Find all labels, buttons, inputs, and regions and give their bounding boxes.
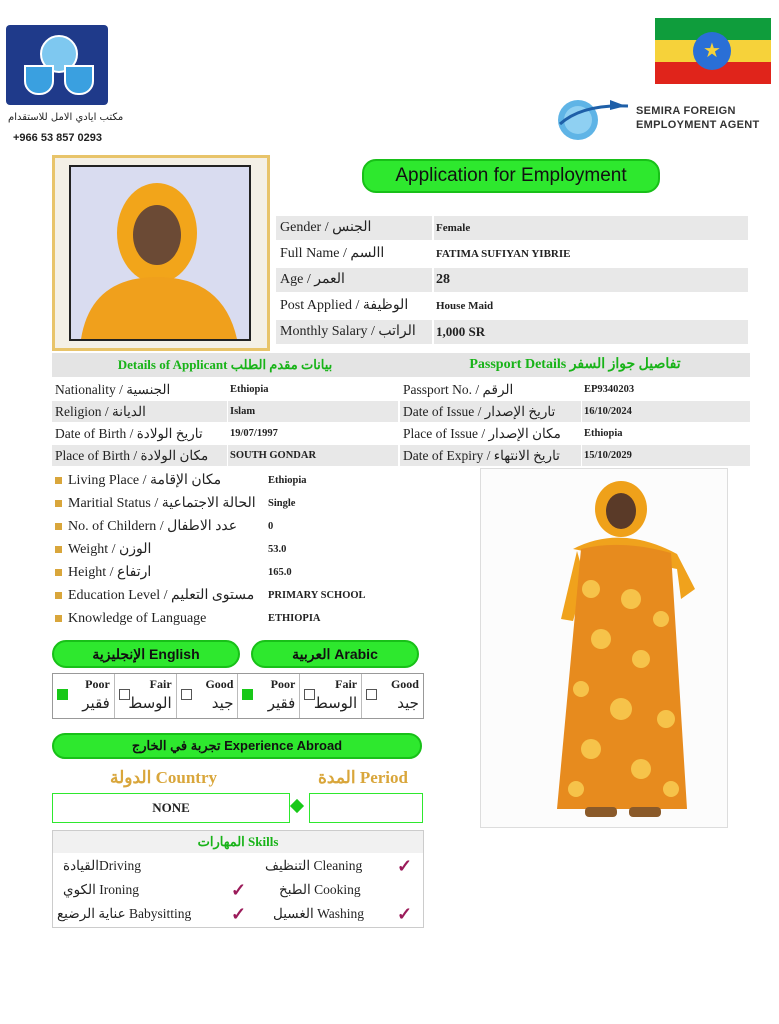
list-item [52,538,422,561]
washing-check-icon: ✓ [397,904,413,924]
period-label: المدة Period [318,768,408,787]
period-field[interactable] [309,793,423,823]
office-phone: +966 53 857 0293 [13,132,103,144]
bullet-icon [55,546,62,553]
personal-label: Height / ارتفاع [68,565,152,580]
rating-checkbox[interactable] [242,689,253,700]
country-field[interactable]: NONE [52,793,290,823]
passport-label: Passport No. / الرقم [403,382,514,397]
summary-row [276,216,750,242]
language-rating-grid [52,673,424,719]
applicant-details-header: Details of Applicant بيانات مقدم الطلب [117,357,333,372]
applicant-label: Religion / الديانة [52,401,227,422]
personal-value: 165.0 [268,567,292,578]
list-item [52,515,422,538]
airplane-globe-icon [552,94,632,142]
agency-name-line: SEMIRA FOREIGN [636,105,736,117]
star-emblem-icon: ★ [693,32,731,70]
applicant-label: Date of Birth / تاريخ الولادة [55,426,203,441]
summary-row [276,294,750,320]
bullet-icon [55,477,62,484]
skills-panel [52,830,424,928]
skill-driving: القيادةDriving [63,858,141,873]
passport-label: Place of Issue / مكان الإصدار [403,426,561,441]
rating-checkbox[interactable] [57,689,68,700]
skill-cooking: الطبخ Cooking [279,882,361,897]
experience-header: تجربة في الخارج Experience Abroad [52,733,422,759]
summary-label: Gender / الجنس [276,216,432,240]
bullet-icon [55,569,62,576]
applicant-table [52,379,398,467]
passport-value: 16/10/2024 [582,401,750,422]
passport-label: Date of Expiry / تاريخ الانتهاء [400,445,581,466]
office-name: مكتب ايادي الامل للاستقدام [8,112,124,123]
list-item [52,561,422,584]
applicant-label: Place of Birth / مكان الولادة [52,445,227,466]
summary-value: 1,000 SR [434,320,748,344]
rating-label-ar: فقير [267,694,296,712]
applicant-row [52,379,398,401]
personal-label: Maritial Status / الحالة الاجتماعية [68,496,256,511]
list-item [52,584,422,607]
rating-label-ar: الوسط [128,694,172,712]
arabic-language-header: العربية Arabic [251,640,419,668]
rating-label-en: Good [205,677,234,691]
list-item [52,469,422,492]
personal-label: Living Place / مكان الإقامة [68,473,222,488]
babysitting-check-icon: ✓ [231,904,247,924]
portrait-photo [69,165,251,341]
personal-value: 0 [268,521,274,532]
agency-name-line: EMPLOYMENT AGENT [636,119,760,131]
rating-label-ar: الوسط [313,694,358,712]
passport-row [400,379,750,401]
bullet-icon [55,592,62,599]
list-item [52,492,422,515]
rating-label-ar: جيد [211,694,234,712]
summary-label: Full Name / االسم [280,246,385,261]
rating-cell [115,674,177,718]
personal-value: ETHIOPIA [268,613,321,624]
passport-label: Date of Issue / تاريخ الإصدار [400,401,581,422]
passport-row [400,445,750,467]
rating-cell [300,674,362,718]
rating-label-en: Fair [335,677,358,691]
rating-cell [362,674,423,718]
personal-value: 53.0 [268,544,287,555]
rating-checkbox[interactable] [366,689,377,700]
personal-label: Education Level / مستوى التعليم [68,588,255,603]
rating-checkbox[interactable] [181,689,192,700]
summary-label: Post Applied / الوظيفة [280,298,409,313]
skills-header: المهارات Skills [53,831,423,853]
applicant-label: Nationality / الجنسية [55,382,171,397]
applicant-value: Islam [228,401,398,422]
applicant-value: SOUTH GONDAR [228,445,398,466]
summary-label: Age / العمر [276,268,432,292]
rating-cell [238,674,300,718]
passport-row [400,423,750,445]
summary-value: Female [434,216,748,240]
rating-cell [177,674,239,718]
applicant-row [52,423,398,445]
applicant-value: 19/07/1997 [230,428,278,439]
rating-cell [53,674,115,718]
passport-table [400,379,750,467]
personal-details-list [52,469,422,630]
agency-name [636,104,776,132]
portrait-frame [52,155,270,351]
applicant-row [52,445,398,467]
personal-value: Single [268,498,296,509]
passport-value: Ethiopia [584,428,623,439]
rating-label-ar: جيد [397,694,419,712]
ironing-check-icon: ✓ [231,880,247,900]
summary-value: 28 [434,268,748,292]
passport-row [400,401,750,423]
rating-label-en: Poor [270,677,296,691]
applicant-value: Ethiopia [230,384,269,395]
hand-icon [24,65,54,95]
agency-logo [6,25,108,105]
personal-label: Weight / الوزن [68,542,152,557]
ethiopia-flag [655,18,771,84]
country-label: الدولة Country [110,768,217,787]
summary-row [276,242,750,268]
list-item [52,607,422,630]
rating-label-en: Fair [149,677,172,691]
skill-babysitting: عناية الرضيع Babysitting [57,906,192,921]
passport-details-header: Passport Details تفاصيل جواز السفر [469,357,681,372]
summary-row [276,320,750,346]
passport-value: EP9340203 [584,384,635,395]
rating-label-en: Good [390,677,419,691]
bullet-icon [55,523,62,530]
summary-value: House Maid [436,300,494,312]
diamond-icon [290,799,304,813]
summary-table [276,216,750,346]
cleaning-check-icon: ✓ [397,856,413,876]
applicant-row [52,401,398,423]
personal-label: No. of Childern / عدد الاطفال [68,519,238,534]
personal-value: PRIMARY SCHOOL [268,590,366,601]
summary-row [276,268,750,294]
full-length-photo [480,468,728,828]
rating-label-ar: فقير [82,694,110,712]
english-language-header: الإنجليزية English [52,640,240,668]
passport-value: 15/10/2029 [582,445,750,466]
skill-ironing: الكوي Ironing [63,882,139,897]
personal-label: Knowledge of Language [68,611,207,626]
summary-value: FATIMA SUFIYAN YIBRIE [436,248,571,260]
skill-washing: الغسيل Washing [273,906,365,921]
personal-value: Ethiopia [268,475,307,486]
bullet-icon [55,500,62,507]
bullet-icon [55,615,62,622]
summary-label: Monthly Salary / الراتب [276,320,432,344]
page-title: Application for Employment [362,159,660,193]
hand-icon [64,65,94,95]
rating-label-en: Poor [85,677,110,691]
skill-cleaning: التنظيف Cleaning [265,858,363,873]
